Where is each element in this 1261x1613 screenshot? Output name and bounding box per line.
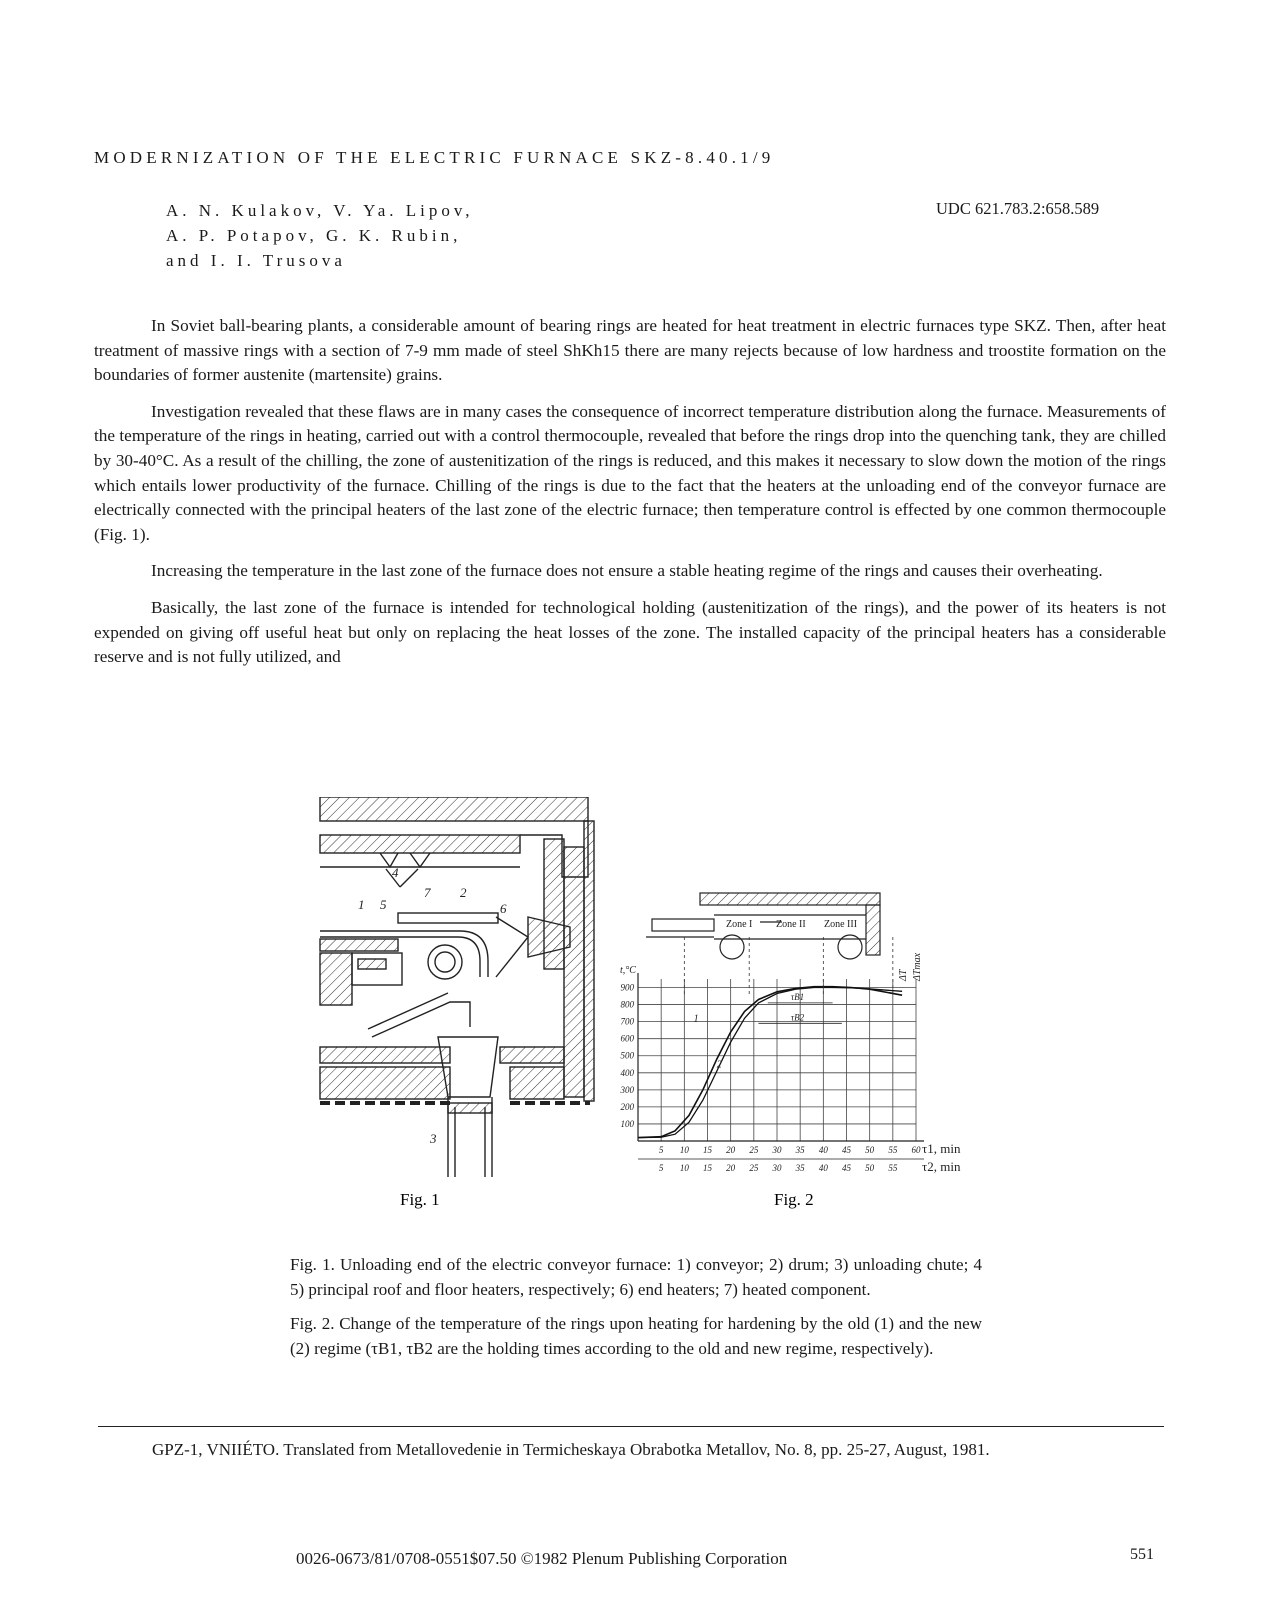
footnote	[94, 1438, 1166, 1463]
x1-tick-label: 20	[726, 1145, 736, 1155]
x1-tick-label: 35	[795, 1145, 805, 1155]
fig2-delta-labels	[898, 952, 923, 982]
y-tick-label: 300	[620, 1084, 634, 1095]
series-line-1	[638, 987, 902, 1138]
y-tick-label: 400	[620, 1067, 634, 1078]
y-tick-label: 900	[620, 982, 634, 993]
copyright-line: 0026-0673/81/0708-0551$07.50 ©1982 Plenum Publishing Corporation	[296, 1549, 788, 1568]
callout-2: 2	[460, 885, 467, 900]
y-tick-label: 200	[620, 1101, 634, 1112]
fig1-caption: Fig. 1. Unloading end of the electric conveyor furnace: 1) conveyor; 2) drum; 3) unloading chute; 4 5) principal roof and floor heaters, respectively; 6) end heaters; 7) heated component.	[290, 1255, 982, 1299]
footnote-rule	[98, 1426, 1164, 1427]
hold-label-b1: τB1	[790, 991, 805, 1002]
callout-4: 4	[392, 865, 399, 880]
body-paragraph: In Soviet ball-bearing plants, a considerable amount of bearing rings are heated for heat treatment in electric furnaces type SKZ. Then, after heat treatment of massive rings with a section of 7-9 mm made of steel ShKh15 there are many rejects because of low hardness and troostite formation on the boundaries of former austenite (martensite) grains.	[94, 316, 1166, 385]
zone-1-label: Zone I	[726, 919, 753, 930]
x1-tick-label: 10	[679, 1145, 689, 1155]
x2-tick-label: 45	[842, 1163, 851, 1173]
body-paragraph: Basically, the last zone of the furnace is intended for technological holding (austenitization of the rings), and the power of its heaters is not expended on giving off useful heat but only on replacing the heat losses of the zone. The installed capacity of the principal heaters has a considerable reserve and is not fully utilized, and	[94, 597, 1166, 667]
author-line: A. P. Potapov, G. K. Rubin,	[166, 226, 462, 245]
author-line: and I. I. Trusova	[166, 251, 346, 270]
callout-5: 5	[380, 897, 387, 912]
delta-t-label: ΔT	[898, 969, 909, 981]
x1-tick-label: 25	[749, 1145, 759, 1155]
udc-code: UDC 621.783.2:658.589	[936, 199, 1100, 218]
x2-tick-label: 35	[795, 1163, 805, 1173]
x2-tick-label: 40	[818, 1163, 828, 1173]
fig2-caption: Fig. 2. Change of the temperature of the rings upon heating for hardening by the old (1) and the new (2) regime (τB1, τB2 are the holding times according to the old and new regime, respectively).	[290, 1314, 982, 1358]
callout-3: 3	[430, 1131, 437, 1146]
y-tick-label: 800	[620, 999, 634, 1010]
footnote-text: GPZ-1, VNIIÉTO. Translated from Metallovedenie in Termicheskaya Obrabotka Metallov, No. 8, pp. 25-27, August, 1981.	[152, 1440, 990, 1459]
x2-tick-label: 25	[749, 1163, 759, 1173]
fig1-label: Fig. 1	[400, 1190, 440, 1209]
y-tick-label: 700	[620, 1016, 634, 1027]
body-text	[94, 314, 1166, 682]
y-tick-label: 600	[620, 1033, 634, 1044]
figures-svg	[300, 797, 990, 1227]
callout-6: 6	[500, 901, 507, 916]
body-paragraph: Investigation revealed that these flaws are in many cases the consequence of incorrect temperature distribution along the furnace. Measurements of the temperature of the rings in heating, carried out with a control thermocouple, revealed that before the rings drop into the quenching tank, they are chilled by 30-40°C. As a result of the chilling, the zone of austenitization of the rings is reduced, and this makes it necessary to slow down the motion of the rings which entails lower productivity of the furnace. Chilling of the rings is due to the fact that the heaters at the unloading end of the conveyor furnace are electrically connected with the principal heaters of the last zone of the electric furnace; then temperature control is effected by one common thermocouple (Fig. 1).	[94, 401, 1166, 544]
page-number: 551	[1130, 1546, 1154, 1563]
x2-tick-label: 20	[726, 1163, 736, 1173]
x2-tick-label: 55	[888, 1163, 898, 1173]
curve-label-2: 2	[716, 1059, 722, 1071]
x1-tick-label: 45	[842, 1145, 851, 1155]
y-axis-title: t,°C	[620, 965, 636, 976]
x1-tick-label: 15	[703, 1145, 712, 1155]
x1-tick-label: 5	[658, 1145, 664, 1155]
x2-tick-label: 10	[679, 1163, 689, 1173]
x2-tick-label: 5	[658, 1163, 664, 1173]
x1-tick-label: 60	[911, 1145, 921, 1155]
fig1-furnace-drawing	[320, 797, 594, 1177]
x1-tick-label: 50	[865, 1145, 875, 1155]
fig2-zone-labels	[726, 919, 857, 930]
y-tick-label: 500	[620, 1050, 634, 1061]
zone-2-label: Zone II	[776, 919, 806, 930]
x1-tick-label: 55	[888, 1145, 898, 1155]
author-line: A. N. Kulakov, V. Ya. Lipov,	[166, 201, 474, 220]
figure-panel	[300, 797, 990, 1227]
x1-axis-title: τ1, min	[922, 1141, 961, 1156]
y-tick-label: 100	[620, 1118, 634, 1129]
figure-captions	[290, 1253, 982, 1371]
callout-7: 7	[424, 885, 431, 900]
x2-tick-label: 15	[703, 1163, 712, 1173]
hold-label-b2: τB2	[790, 1012, 805, 1023]
x1-tick-label: 30	[772, 1145, 782, 1155]
fig2-label: Fig. 2	[774, 1190, 814, 1209]
body-paragraph: Increasing the temperature in the last zone of the furnace does not ensure a stable heating regime of the rings and causes their overheating.	[151, 561, 1103, 581]
paper-title: MODERNIZATION OF THE ELECTRIC FURNACE SKZ-8.40.1/9	[94, 148, 775, 167]
x2-axis-title: τ2, min	[922, 1159, 961, 1174]
fig2-chart	[620, 937, 961, 1174]
x2-tick-label: 30	[772, 1163, 782, 1173]
callout-1: 1	[358, 897, 365, 912]
curve-label-1: 1	[693, 1013, 699, 1025]
delta-tmax-label: ΔTmax	[912, 952, 923, 981]
series-line-2	[638, 988, 902, 1138]
author-list	[166, 198, 474, 273]
x2-tick-label: 50	[865, 1163, 875, 1173]
zone-3-label: Zone III	[824, 919, 858, 930]
x1-tick-label: 40	[818, 1145, 828, 1155]
